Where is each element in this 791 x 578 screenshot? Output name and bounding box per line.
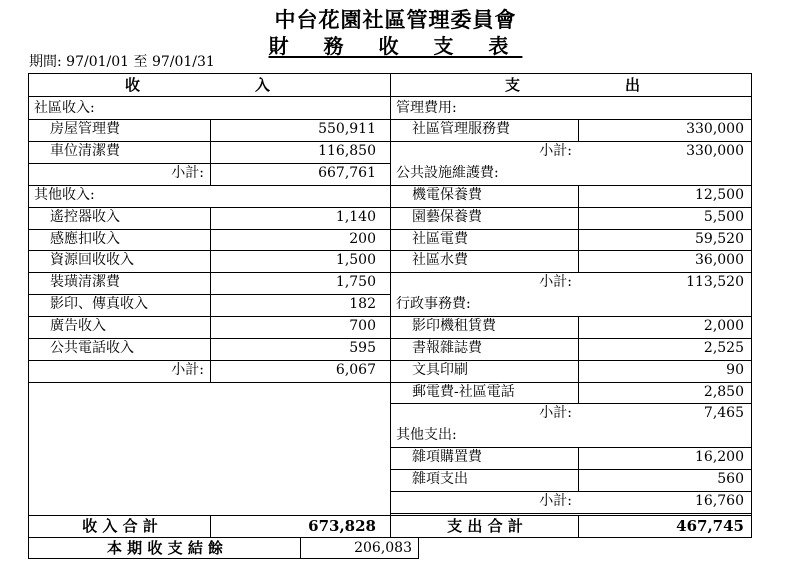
- expense-total-label: 支 出 合 計: [447, 517, 523, 535]
- expense-item-amount: 2,525: [703, 339, 744, 356]
- income-header-left: 收: [125, 76, 141, 94]
- income-total-amount: 673,828: [308, 517, 376, 535]
- report-title: 中台花園社區管理委員會: [274, 7, 517, 32]
- expense-row-line: [390, 403, 752, 404]
- expense-header-left: 支: [505, 76, 521, 94]
- expense-subtotal-amount: 16,760: [695, 492, 744, 509]
- expense-item-label: 園藝保養費: [412, 208, 482, 225]
- income-row-line: [28, 316, 390, 317]
- balance-bottom-border: [28, 558, 419, 559]
- expense-item-label: 社區管理服務費: [412, 121, 510, 138]
- income-total-label: 收 入 合 計: [82, 517, 158, 535]
- expense-item-label: 文具印刷: [412, 361, 468, 378]
- expense-col-line: [578, 447, 579, 491]
- balance-label: 本 期 收 支 結 餘: [106, 539, 224, 557]
- expense-item-label: 社區電費: [412, 230, 468, 247]
- expense-item-amount: 12,500: [695, 186, 744, 203]
- income-col-line: [210, 207, 211, 382]
- income-row-line: [28, 229, 390, 230]
- income-item-amount: 1,140: [335, 208, 376, 225]
- expense-row-line: [390, 513, 752, 514]
- expense-row-line: [390, 229, 752, 230]
- expense-row-line: [390, 141, 752, 142]
- expense-item-label: 社區水費: [412, 252, 468, 269]
- income-item-label: 公共電話收入: [50, 339, 134, 356]
- expense-item-amount: 16,200: [695, 449, 744, 466]
- balance-right-border: [418, 537, 419, 559]
- income-row-line: [28, 382, 390, 383]
- expense-subtotal-label: 小計:: [539, 143, 572, 160]
- expense-item-label: 雜項支出: [412, 470, 468, 487]
- income-item-label: 車位清潔費: [50, 143, 120, 160]
- income-row-line: [28, 272, 390, 273]
- expense-item-amount: 90: [726, 361, 744, 378]
- expense-row-line: [390, 382, 752, 383]
- expense-subtotal-amount: 7,465: [703, 405, 744, 422]
- income-item-label: 感應扣收入: [50, 230, 120, 247]
- expense-row-line: [390, 338, 752, 339]
- report-subtitle-text: 財 務 收 支 表: [268, 34, 523, 58]
- expense-col-line: [578, 119, 579, 141]
- table-left-border: [28, 73, 29, 538]
- income-item-amount: 700: [349, 318, 376, 334]
- expense-subtotal-label: 小計:: [539, 274, 572, 291]
- expense-row-line: [390, 491, 752, 492]
- income-section-community: 社區收入:: [34, 99, 95, 116]
- income-row-line: [28, 250, 390, 251]
- expense-item-amount: 59,520: [695, 230, 744, 247]
- income-section-other: 其他收入:: [34, 186, 95, 203]
- expense-header-right: 出: [625, 76, 641, 94]
- income-item-label: 遙控器收入: [50, 208, 120, 225]
- income-row-line: [28, 207, 390, 208]
- expense-subtotal-amount: 113,520: [686, 274, 744, 291]
- expense-item-amount: 36,000: [695, 252, 744, 269]
- income-header-right: 入: [255, 76, 271, 94]
- balance-amount: 206,083: [354, 540, 412, 556]
- income-item-amount: 595: [349, 339, 376, 356]
- balance-left-border: [28, 537, 29, 559]
- income-item-amount: 550,911: [318, 121, 376, 138]
- income-subtotal-label: 小計:: [171, 361, 204, 378]
- expense-item-amount: 5,500: [703, 208, 744, 225]
- income-item-label: 影印、傳真收入: [50, 296, 148, 313]
- income-row-line: [28, 338, 390, 339]
- income-item-amount: 182: [349, 296, 376, 313]
- income-item-label: 資源回收收入: [50, 252, 134, 269]
- expense-item-label: 郵電費-社區電話: [412, 383, 515, 400]
- income-item-label: 廣告收入: [50, 318, 106, 334]
- expense-row-line: [390, 272, 752, 273]
- expense-item-label: 機電保養費: [412, 186, 482, 203]
- expense-item-amount: 2,000: [703, 318, 744, 334]
- income-row-line: [28, 360, 390, 361]
- income-subtotal-label: 小計:: [171, 165, 204, 182]
- expense-subtotal-label: 小計:: [539, 492, 572, 509]
- expense-section-facility: 公共設施維護費:: [396, 165, 499, 182]
- expense-item-label: 雜項購置費: [412, 449, 482, 466]
- expense-subtotal-amount: 330,000: [686, 143, 744, 160]
- income-subtotal-amount: 667,761: [318, 165, 376, 182]
- expense-row-line: [390, 447, 752, 448]
- expense-item-amount: 330,000: [686, 121, 744, 138]
- income-row-line: [28, 294, 390, 295]
- income-row-line: [28, 119, 390, 120]
- expense-item-label: 影印機租賃費: [412, 318, 496, 334]
- income-item-label: 裝璜清潔費: [50, 274, 120, 291]
- totals-col-line: [578, 515, 579, 537]
- expense-row-line: [390, 469, 752, 470]
- income-item-amount: 116,850: [318, 143, 376, 160]
- report-period: 期間: 97/01/01 至 97/01/31: [29, 54, 215, 70]
- expense-row-line: [390, 207, 752, 208]
- expense-section-mgmt: 管理費用:: [396, 99, 457, 116]
- expense-section-other: 其他支出:: [396, 427, 457, 444]
- income-item-amount: 200: [349, 230, 376, 247]
- expense-row-line: [390, 360, 752, 361]
- income-subtotal-amount: 6,067: [335, 361, 376, 378]
- totals-col-line: [210, 515, 211, 537]
- income-row-line: [28, 163, 390, 164]
- income-col-line: [210, 119, 211, 185]
- expense-subtotal-label: 小計:: [539, 405, 572, 422]
- expense-item-label: 書報雜誌費: [412, 339, 482, 356]
- income-item-label: 房屋管理費: [50, 121, 120, 138]
- income-row-line: [28, 185, 390, 186]
- income-row-line: [28, 141, 390, 142]
- expense-row-line: [390, 119, 752, 120]
- expense-section-admin: 行政事務費:: [396, 296, 471, 313]
- expense-col-line: [578, 185, 579, 272]
- income-item-amount: 1,500: [335, 252, 376, 269]
- expense-item-amount: 560: [717, 470, 744, 487]
- expense-col-line: [578, 316, 579, 403]
- income-item-amount: 1,750: [335, 274, 376, 291]
- expense-row-line: [390, 185, 752, 186]
- expense-row-line: [390, 316, 752, 317]
- expense-total-amount: 467,745: [676, 517, 744, 535]
- expense-row-line: [390, 250, 752, 251]
- expense-item-amount: 2,850: [703, 383, 744, 400]
